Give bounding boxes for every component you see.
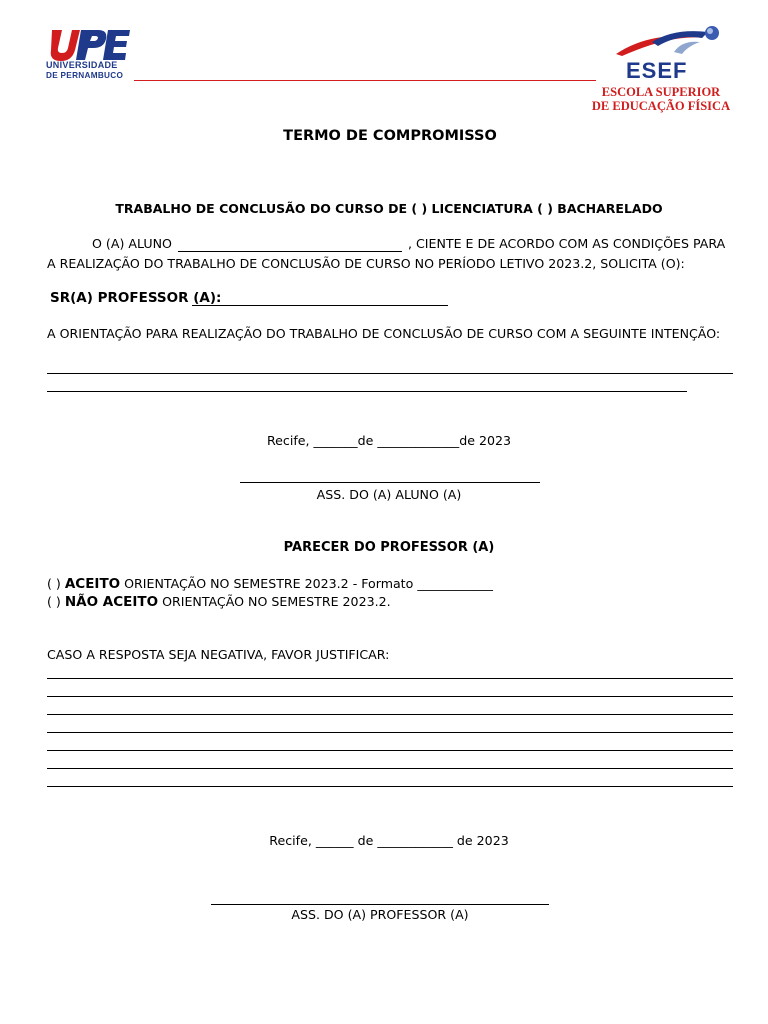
date-line-1: Recife, _______de _____________de 2023 [266,433,512,448]
professor-name-field[interactable] [192,305,448,306]
student-signature-label: ASS. DO (A) ALUNO (A) [316,487,462,502]
justify-field-line[interactable] [47,750,733,751]
orientation-field-line-1[interactable] [47,373,733,374]
accept-checkbox[interactable]: ( ) [47,576,65,591]
justify-label: CASO A RESPOSTA SEJA NEGATIVA, FAVOR JUSTIFICAR: [47,647,390,662]
document-title: TERMO DE COMPROMISSO [283,128,497,144]
orientation-field-line-2[interactable] [47,391,687,392]
professor-signature-label: ASS. DO (A) PROFESSOR (A) [291,907,469,922]
esef-swoosh-graphic [612,24,724,60]
reject-text: ORIENTAÇÃO NO SEMESTRE 2023.2. [158,594,391,609]
date-line-2: Recife, ______ de ____________ de 2023 [269,833,509,848]
opinion-title: PARECER DO PROFESSOR (A) [283,540,495,555]
esef-logo-word: ESEF [626,58,688,83]
upe-logo-line1: UNIVERSIDADE [46,60,118,70]
accept-text: ORIENTAÇÃO NO SEMESTRE 2023.2 - Formato ____________ [120,576,493,591]
esef-caption-line1: ESCOLA SUPERIOR [601,85,721,99]
esef-caption-line2: DE EDUCAÇÃO FÍSICA [591,99,731,113]
justify-field-line[interactable] [47,696,733,697]
student-name-field[interactable] [178,251,402,252]
professor-label: SR(A) PROFESSOR (A): [50,290,222,306]
reject-option[interactable] [47,594,391,610]
orientation-text: A ORIENTAÇÃO PARA REALIZAÇÃO DO TRABALHO DE CONCLUSÃO DE CURSO COM A SEGUINTE INTENÇÃO: [47,326,721,341]
student-line-suffix: , CIENTE E DE ACORDO COM AS CONDIÇÕES PARA [408,236,726,251]
accept-option[interactable] [47,576,493,592]
document-subtitle: TRABALHO DE CONCLUSÃO DO CURSO DE ( ) LICENCIATURA ( ) BACHARELADO [115,201,663,216]
student-line-prefix: O (A) ALUNO [92,236,172,251]
justify-field-line[interactable] [47,732,733,733]
upe-logo [44,28,134,82]
upe-logo-graphic [48,28,132,62]
student-line-2: A REALIZAÇÃO DO TRABALHO DE CONCLUSÃO DE CURSO NO PERÍODO LETIVO 2023.2, SOLICITA (O): [47,256,685,271]
justify-field-line[interactable] [47,786,733,787]
header-rule [134,80,596,81]
upe-logo-line2: DE PERNAMBUCO [46,71,124,80]
justify-field-line[interactable] [47,678,733,679]
reject-checkbox[interactable]: ( ) [47,594,65,609]
justify-field-line[interactable] [47,768,733,769]
accept-label: ACEITO [64,576,121,592]
justify-field-line[interactable] [47,714,733,715]
esef-logo [612,24,724,84]
student-signature-line[interactable] [240,482,540,483]
professor-signature-line[interactable] [211,904,549,905]
reject-label: NÃO ACEITO [64,594,159,610]
esef-caption [585,85,737,113]
